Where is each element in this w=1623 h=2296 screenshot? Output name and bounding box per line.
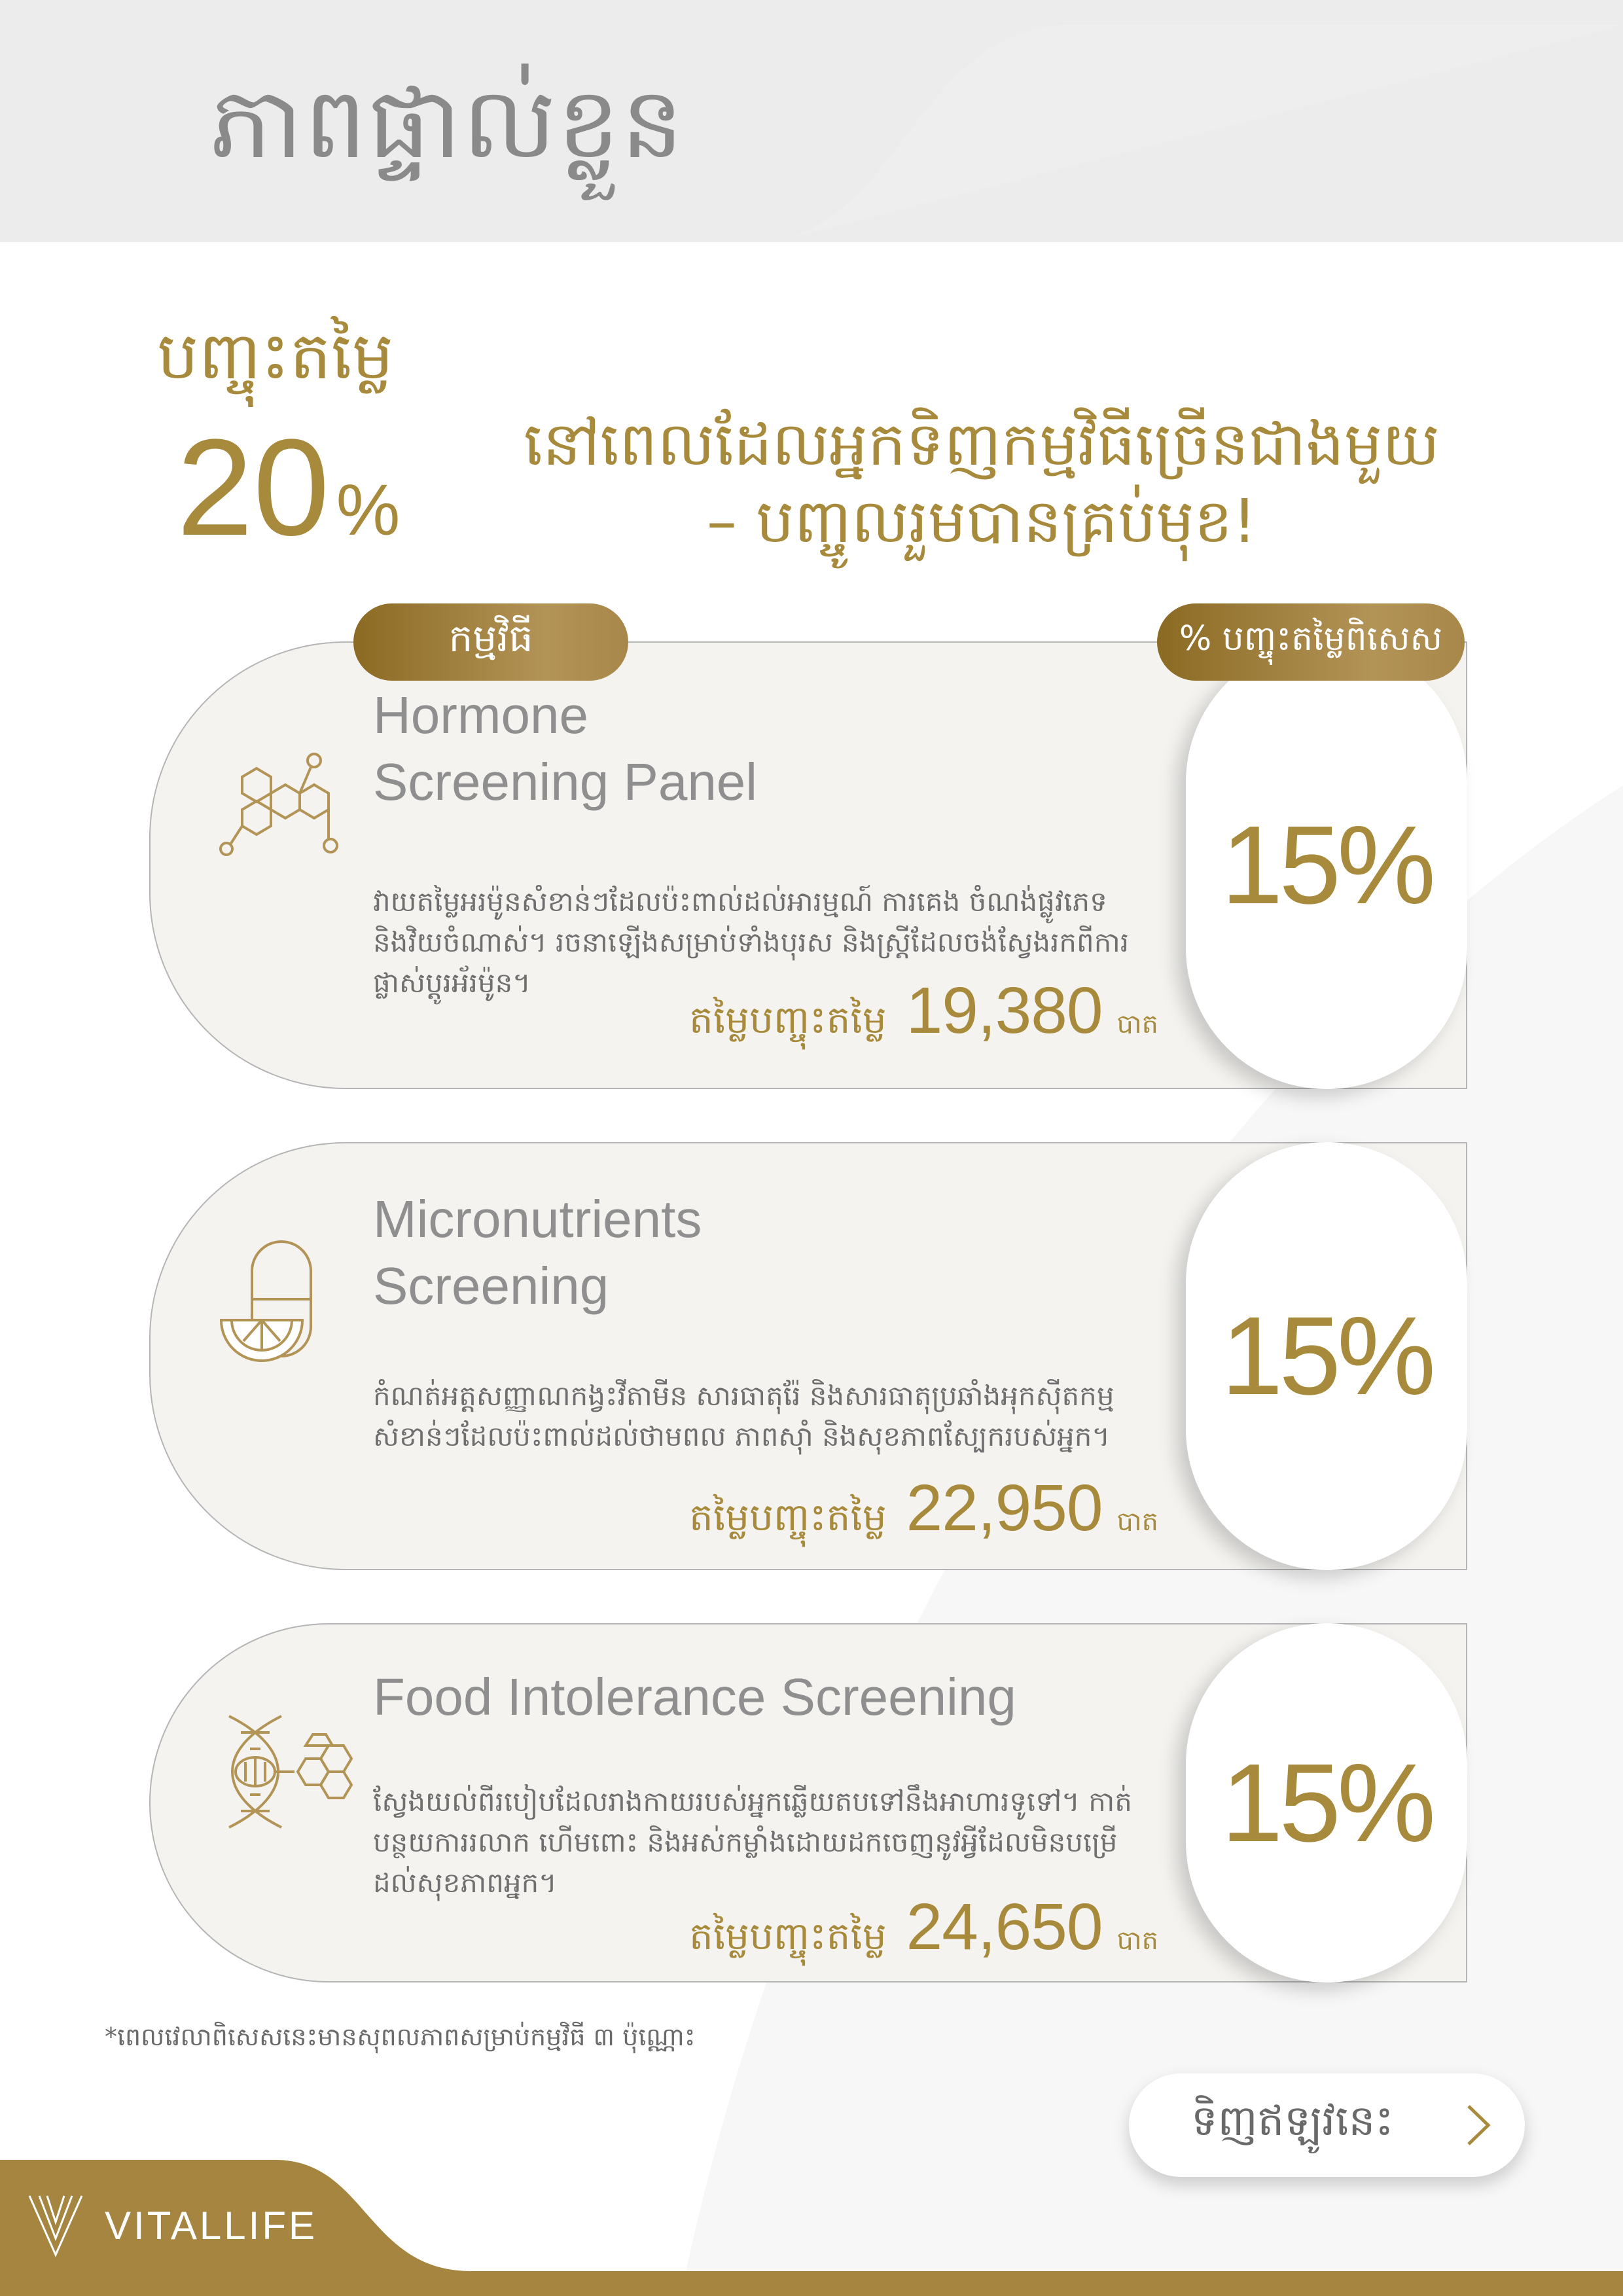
footnote: *ពេលវេលាពិសេសនេះមានសុពលភាពសម្រាប់កម្មវិធី ៣ ប៉ុណ្ណោះ: [105, 2022, 696, 2051]
program-description: ស្វែងយល់ពីរបៀបដែលរាងកាយរបស់អ្នកឆ្លើយតបទៅនឹងអាហារទូទៅ។ កាត់បន្ថយការរលាក ហើមពោះ និងអស់កម្លាំងដោយដកចេញនូវអ្វីដែលមិនបម្រើដល់សុខភាពអ្នក។: [373, 1785, 1132, 1899]
program-name: [373, 682, 757, 816]
brand-name: VITALLIFE: [105, 2203, 317, 2248]
program-name-line-2: Screening Panel: [373, 753, 758, 812]
price-currency: បាត: [1116, 1009, 1158, 1039]
page-title: ភាពផ្ទាល់ខ្លួន: [209, 67, 685, 181]
buy-now-button[interactable]: [1129, 2073, 1525, 2177]
program-name-line-1: Micronutrients: [373, 1190, 702, 1248]
capsule-citrus-icon: [216, 1235, 327, 1366]
promo-percent: [177, 410, 401, 564]
discount-badge: [1186, 1623, 1467, 1982]
program-card-micronutrients[interactable]: [149, 1142, 1467, 1570]
program-name: [373, 1186, 702, 1320]
price-label: តម្លៃបញ្ចុះតម្លៃ: [689, 1914, 887, 1958]
price-label: តម្លៃបញ្ចុះតម្លៃ: [689, 1495, 887, 1539]
program-description: កំណត់អត្តសញ្ញាណកង្វះវីតាមីន សារធាតុរ៉ែ និងសារធាតុប្រឆាំងអុកស៊ីតកម្មសំខាន់ៗដែលប៉ះពាល់ដល់ថាមពល ភាពស៊ាំ និងសុខភាពស្បែករបស់អ្នក។: [373, 1380, 1115, 1453]
column-header-program: កម្មវិធី: [353, 603, 628, 681]
price-currency: បាត: [1116, 1926, 1158, 1956]
discount-percent: 15%: [1221, 803, 1433, 927]
program-card-food-intolerance[interactable]: [149, 1623, 1467, 1982]
headline-line-2: – បញ្ចូលរួមបានគ្រប់មុខ!: [706, 486, 1257, 556]
program-price: [689, 1471, 1158, 1549]
discount-percent: 15%: [1221, 1740, 1433, 1865]
headline-line-1: នៅពេលដែលអ្នកទិញកម្មវិធីច្រើនជាងមួយ: [524, 409, 1440, 479]
promo-percent-unit: %: [336, 470, 401, 550]
price-currency: បាត: [1116, 1507, 1158, 1537]
vitallife-logo-icon: [26, 2193, 85, 2258]
discount-percent: 15%: [1221, 1294, 1433, 1418]
brand: [26, 2193, 317, 2258]
program-name-line-2: Screening: [373, 1257, 609, 1316]
chevron-right-icon: [1465, 2102, 1493, 2148]
price-label: តម្លៃបញ្ចុះតម្លៃ: [689, 997, 887, 1042]
promo-headline: [484, 406, 1479, 560]
program-card-hormone[interactable]: [149, 641, 1467, 1089]
program-description: វាយតម្លៃអរម៉ូនសំខាន់ៗដែលប៉ះពាល់ដល់អារម្មណ៍ ការគេង ចំណង់ផ្លូវភេទ និងវិយចំណាស់។ រចនាឡើងសម្រាប់ទាំងបុរស និងស្ត្រីដែលចង់ស្វែងរកពីការផ្លាស់ប្តូរអ័រម៉ូន។: [373, 886, 1130, 999]
column-header-discount: % បញ្ចុះតម្លៃពិសេស: [1157, 603, 1465, 681]
program-name-line-1: Food Intolerance Screening: [373, 1668, 1016, 1726]
buy-now-label: ទិញឥឡូវនេះ: [1191, 2097, 1394, 2145]
program-name: [373, 1664, 1016, 1731]
price-value: 24,650: [906, 1890, 1103, 1964]
discount-badge: [1186, 641, 1467, 1089]
program-price: [689, 973, 1158, 1052]
price-value: 22,950: [906, 1471, 1103, 1545]
hormone-molecule-icon: [216, 741, 340, 865]
program-name-line-1: Hormone: [373, 686, 589, 744]
promo-percent-value: 20: [177, 410, 330, 564]
program-price: [689, 1890, 1158, 1968]
dna-honeycomb-icon: [216, 1710, 353, 1834]
promo-label: បញ្ចុះតម្លៃ: [157, 317, 394, 394]
price-value: 19,380: [906, 974, 1103, 1047]
discount-badge: [1186, 1142, 1467, 1570]
footer-bar: [0, 2271, 1623, 2296]
